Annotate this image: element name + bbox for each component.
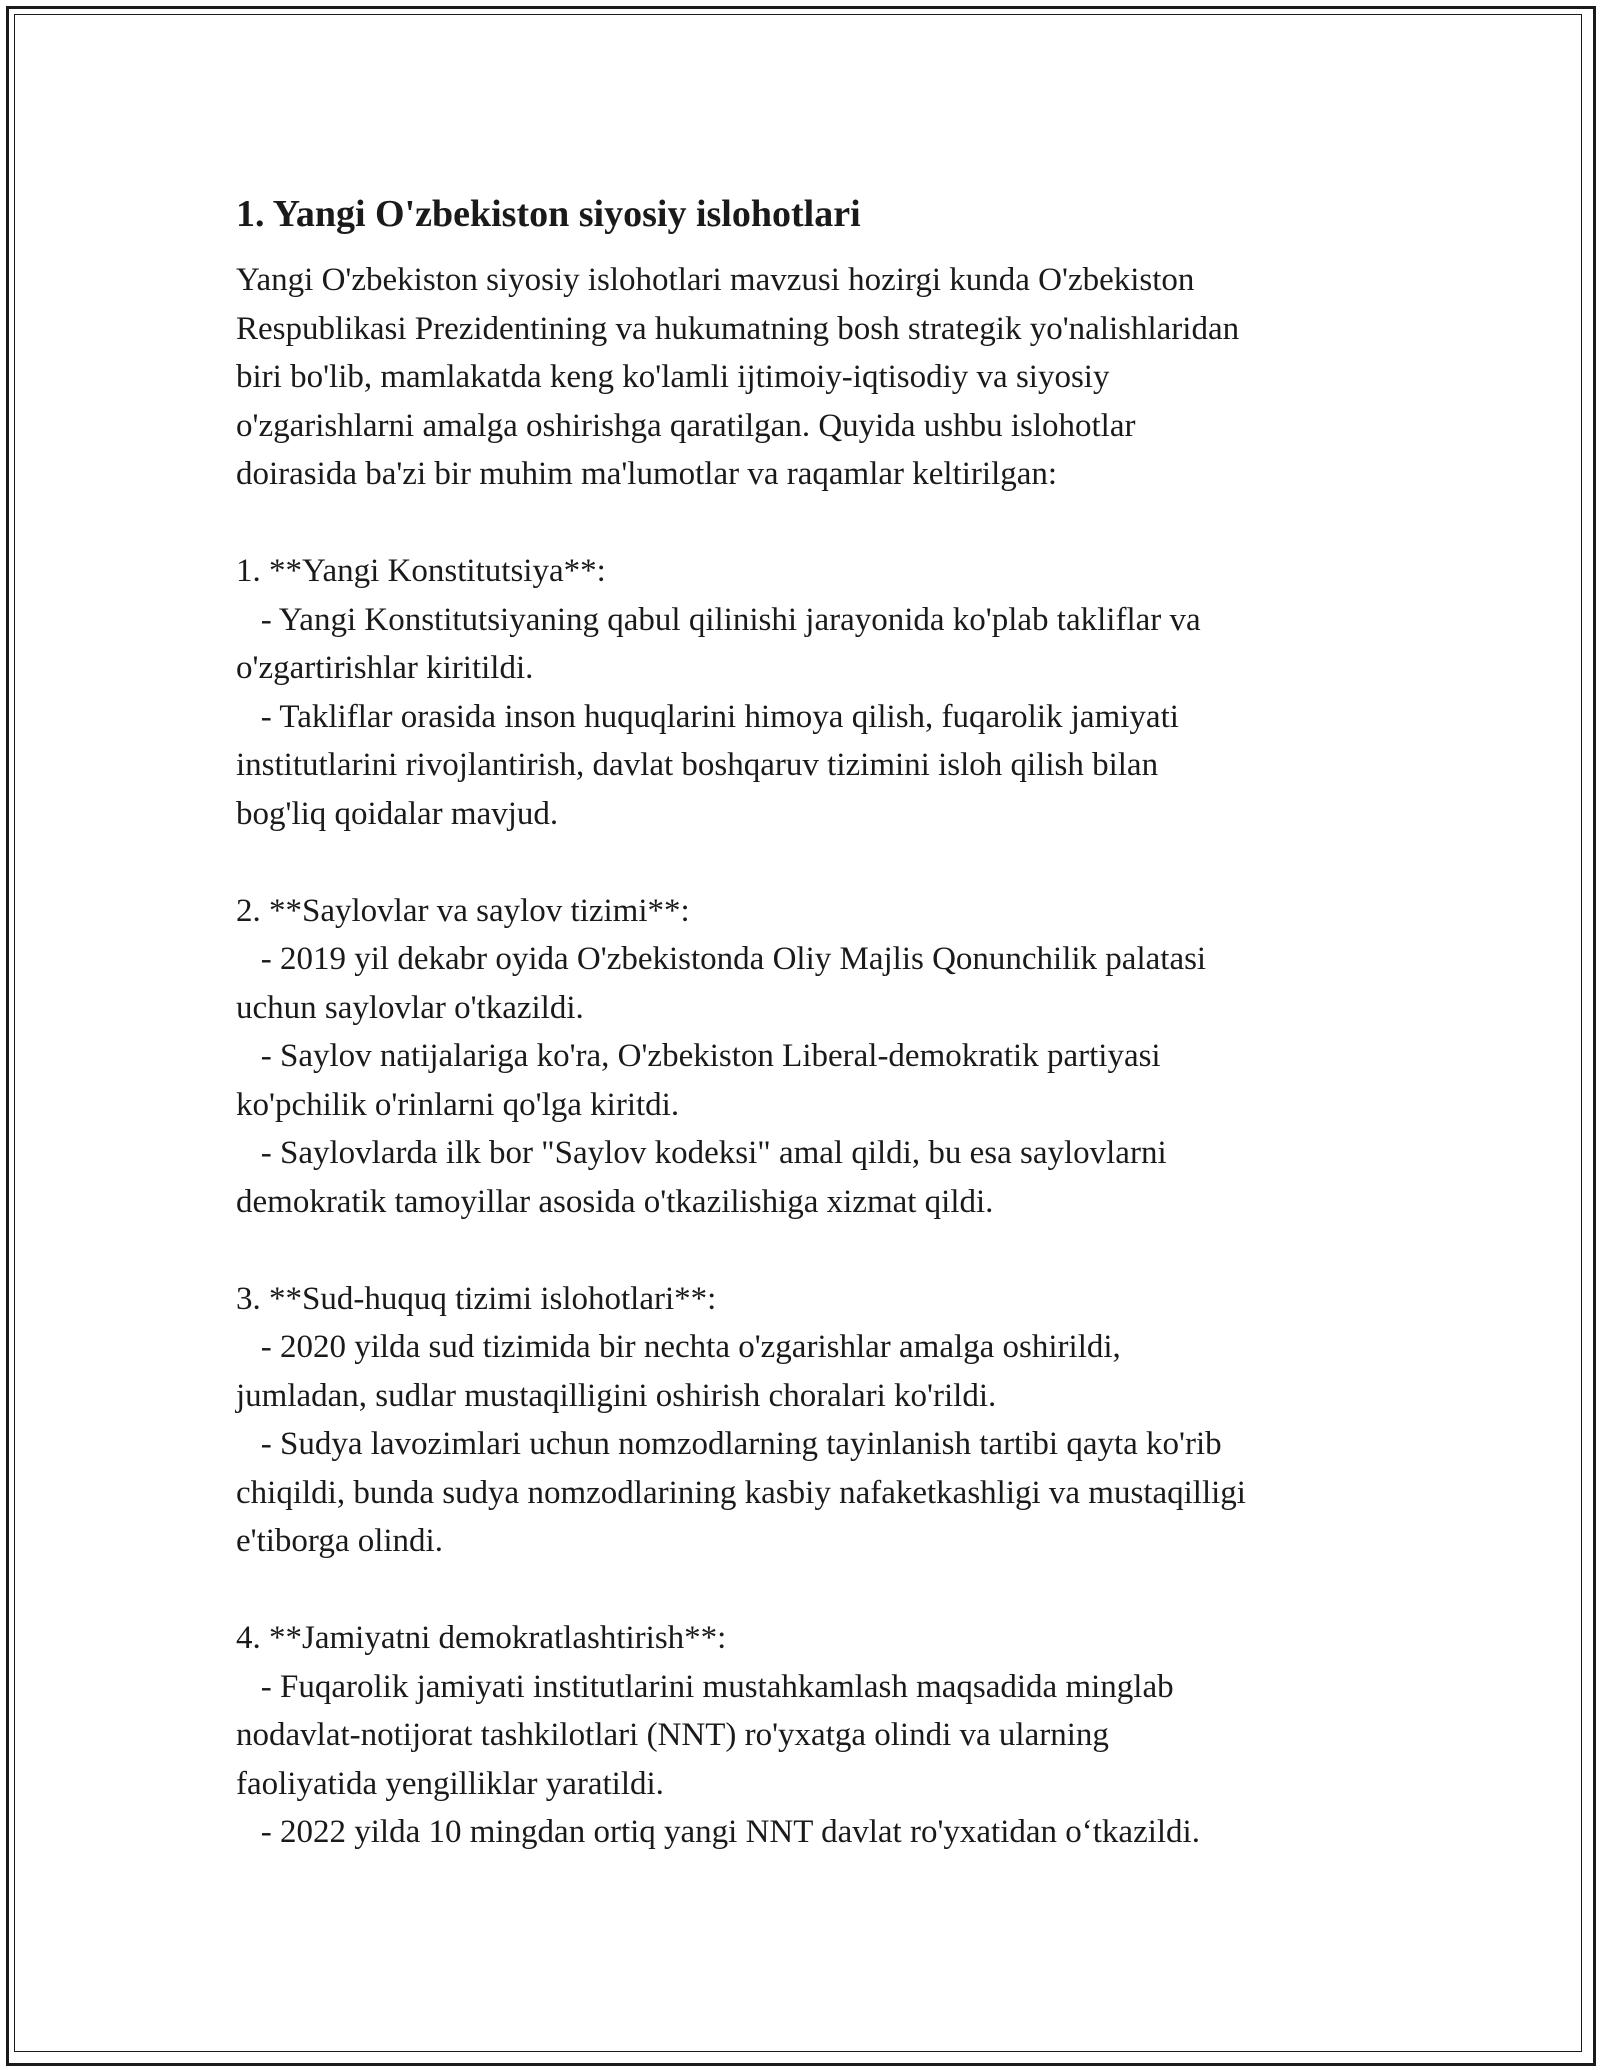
section-line: - Fuqarolik jamiyati institutlarini mustahkamlash maqsadida minglab bbox=[236, 1668, 1174, 1705]
intro-line: o'zgarishlarni amalga oshirishga qaratilgan. Quyida ushbu islohotlar bbox=[236, 407, 1136, 444]
section-democratization bbox=[236, 1614, 1386, 1857]
intro-line: biri bo'lib, mamlakatda keng ko'lamli ijtimoiy-iqtisodiy va siyosiy bbox=[236, 359, 1110, 395]
section-line: - 2019 yil dekabr oyida O'zbekistonda Oliy Majlis Qonunchilik palatasi bbox=[236, 941, 1207, 977]
section-line: - Yangi Konstitutsiyaning qabul qilinishi jarayonida ko'plab takliflar va bbox=[236, 601, 1201, 638]
section-line: jumladan, sudlar mustaqilligini oshirish choralari ko'rildi. bbox=[236, 1377, 997, 1414]
blank-line bbox=[236, 1226, 1386, 1275]
document-title: 1. Yangi O'zbekiston siyosiy islohotlari bbox=[236, 193, 861, 235]
section-line: o'zgartirishlar kiritildi. bbox=[236, 650, 534, 686]
intro-paragraph bbox=[236, 256, 1386, 499]
section-elections bbox=[236, 887, 1386, 1227]
section-constitution bbox=[236, 547, 1386, 838]
section-heading: 4. **Jamiyatni demokratlashtirish**: bbox=[236, 1620, 727, 1656]
section-line: - Sudya lavozimlari uchun nomzodlarning tayinlanish tartibi qayta ko'rib bbox=[236, 1426, 1222, 1462]
intro-line: Respublikasi Prezidentining va hukumatning bosh strategik yo'nalishlaridan bbox=[236, 310, 1240, 347]
section-line: e'tiborga olindi. bbox=[236, 1523, 443, 1559]
document-body bbox=[236, 190, 1386, 1857]
intro-line: Yangi O'zbekiston siyosiy islohotlari mavzusi hozirgi kunda O'zbekiston bbox=[236, 262, 1195, 298]
section-line: bog'liq qoidalar mavjud. bbox=[236, 795, 559, 832]
section-line: uchun saylovlar o'tkazildi. bbox=[236, 989, 584, 1026]
blank-line bbox=[236, 838, 1386, 887]
section-line: - Takliflar orasida inson huquqlarini himoya qilish, fuqarolik jamiyati bbox=[236, 698, 1179, 735]
section-line: - 2020 yilda sud tizimida bir nechta o'zgarishlar amalga oshirildi, bbox=[236, 1329, 1121, 1365]
section-line: nodavlat-notijorat tashkilotlari (NNT) ro'yxatga olindi va ularning bbox=[236, 1717, 1109, 1753]
section-line: - Saylov natijalariga ko'ra, O'zbekiston Liberal-demokratik partiyasi bbox=[236, 1038, 1161, 1074]
section-line: - Saylovlarda ilk bor "Saylov kodeksi" amal qildi, bu esa saylovlarni bbox=[236, 1135, 1167, 1171]
section-line: ko'pchilik o'rinlarni qo'lga kiritdi. bbox=[236, 1086, 680, 1123]
section-line: faoliyatida yengilliklar yaratildi. bbox=[236, 1765, 664, 1802]
section-line: demokratik tamoyillar asosida o'tkazilishiga xizmat qildi. bbox=[236, 1183, 994, 1220]
section-judicial bbox=[236, 1275, 1386, 1566]
section-line: chiqildi, bunda sudya nomzodlarining kasbiy nafaketkashligi va mustaqilligi bbox=[236, 1474, 1246, 1511]
blank-line bbox=[236, 1566, 1386, 1615]
blank-line bbox=[236, 499, 1386, 548]
section-line: institutlarini rivojlantirish, davlat boshqaruv tizimini isloh qilish bilan bbox=[236, 747, 1159, 783]
section-heading: 1. **Yangi Konstitutsiya**: bbox=[236, 553, 606, 589]
section-line: - 2022 yilda 10 mingdan ortiq yangi NNT davlat ro'yxatidan o‘tkazildi. bbox=[236, 1814, 1200, 1850]
section-heading: 3. **Sud-huquq tizimi islohotlari**: bbox=[236, 1280, 717, 1317]
section-heading: 2. **Saylovlar va saylov tizimi**: bbox=[236, 892, 690, 929]
intro-line: doirasida ba'zi bir muhim ma'lumotlar va raqamlar keltirilgan: bbox=[236, 456, 1058, 492]
